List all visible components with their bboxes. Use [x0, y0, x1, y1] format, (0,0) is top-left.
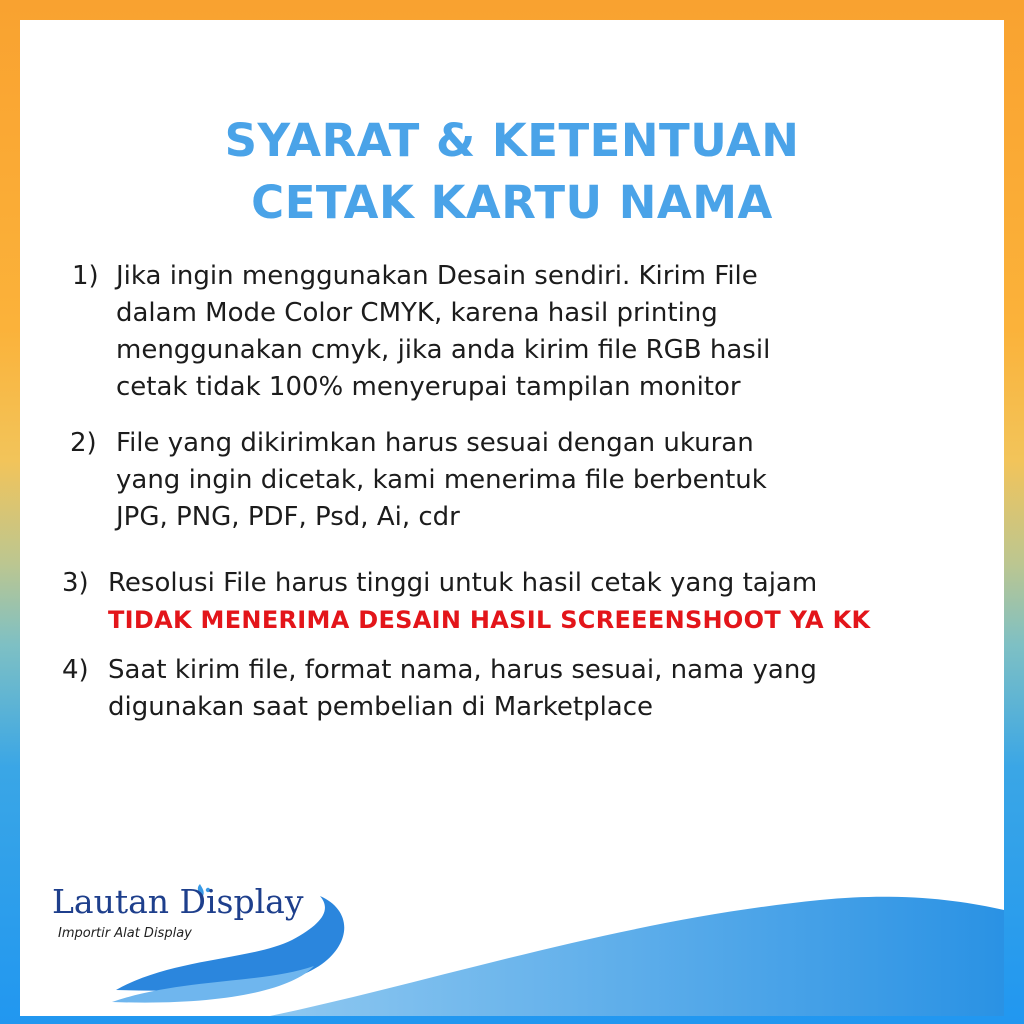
item-text: Resolusi File harus tinggi untuk hasil cetak yang tajam: [108, 568, 818, 598]
list-item-1: [72, 258, 770, 406]
item-text: Saat kirim file, format nama, harus sesuai, nama yang: [108, 655, 817, 685]
item-text: dalam Mode Color CMYK, karena hasil printing: [116, 298, 718, 328]
item-text: JPG, PNG, PDF, Psd, Ai, cdr: [116, 502, 460, 532]
title-line-1: SYARAT & KETENTUAN: [224, 114, 800, 167]
item-number: 4): [62, 655, 89, 685]
brand-tagline: Importir Alat Display: [58, 926, 192, 941]
warning-text: TIDAK MENERIMA DESAIN HASIL SCREEENSHOOT YA KK: [108, 606, 871, 634]
title-line-2: CETAK KARTU NAMA: [251, 176, 773, 229]
list-item-3: [62, 565, 870, 639]
brand-name: [52, 882, 303, 921]
item-text: menggunakan cmyk, jika anda kirim file RGB hasil: [116, 335, 771, 365]
page-title: [20, 110, 1004, 234]
list-item-2: [70, 425, 767, 536]
brand-logo: [52, 880, 372, 1010]
item-text: yang ingin dicetak, kami menerima file berbentuk: [116, 465, 767, 495]
item-number: 2): [70, 428, 97, 458]
item-text: File yang dikirimkan harus sesuai dengan ukuran: [116, 428, 754, 458]
brand-part-1: Lautan: [52, 882, 170, 921]
list-item-4: [62, 652, 817, 726]
item-text: Jika ingin menggunakan Desain sendiri. Kirim File: [116, 261, 758, 291]
item-number: 1): [72, 261, 99, 291]
item-text: cetak tidak 100% menyerupai tampilan monitor: [116, 372, 741, 402]
item-text: digunakan saat pembelian di Marketplace: [108, 692, 654, 722]
content-card: [20, 20, 1004, 1016]
item-number: 3): [62, 568, 89, 598]
brand-part-2: Display: [179, 882, 304, 921]
